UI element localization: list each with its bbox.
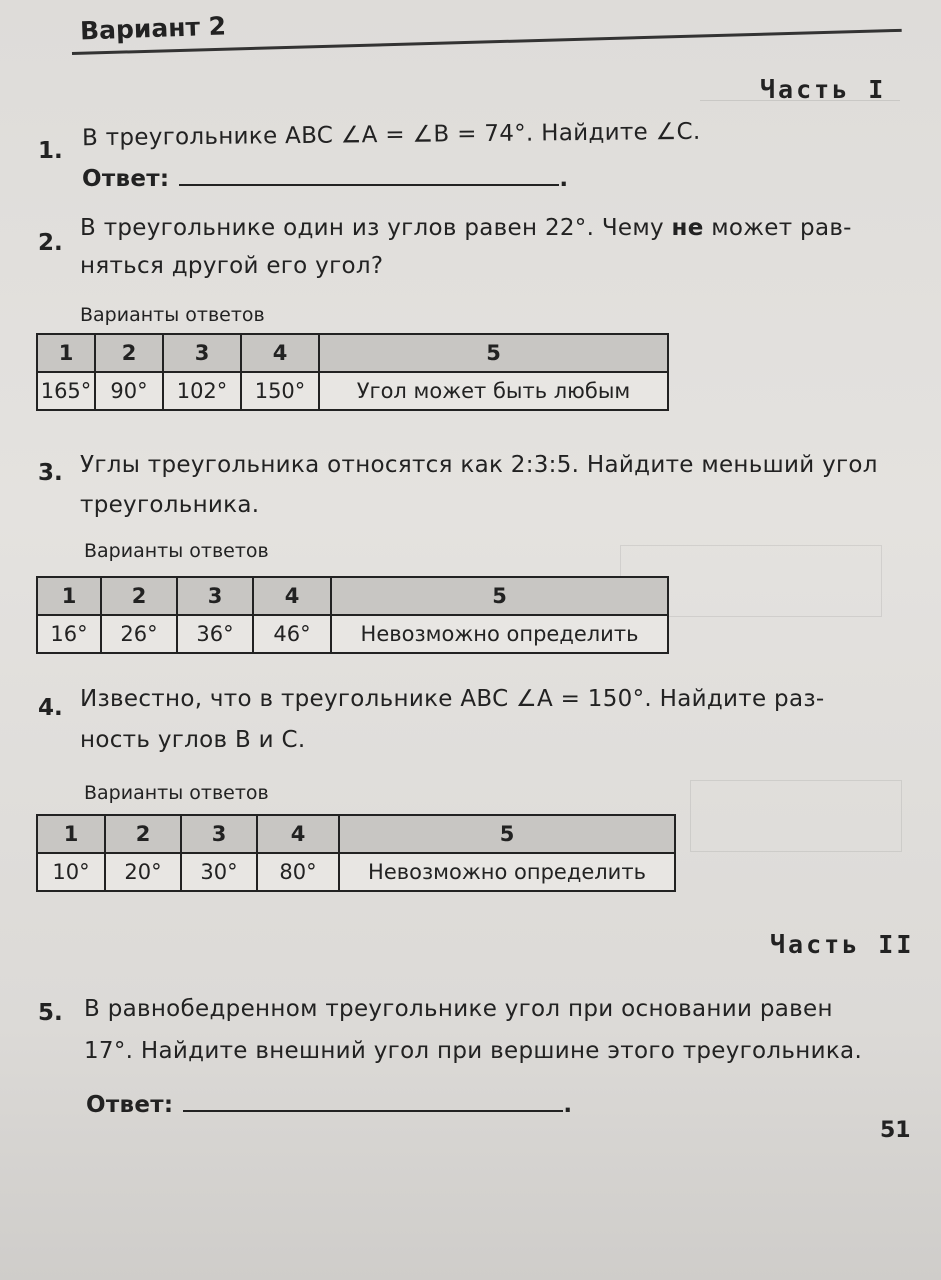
q3-options-table [36, 576, 669, 654]
q4-options-header-row [37, 815, 675, 853]
q3-options-header-row [37, 577, 668, 615]
q4-options-value-row [37, 853, 675, 891]
q2-option-4[interactable]: 150° [241, 372, 319, 410]
q3-option-header-3: 3 [177, 577, 253, 615]
bleed-through-shadow [700, 100, 900, 161]
q5-answer-blank[interactable] [183, 1092, 563, 1112]
q4-option-header-4: 4 [257, 815, 339, 853]
q2-option-3[interactable]: 102° [163, 372, 241, 410]
q2-number: 2. [38, 230, 63, 256]
q1-answer-blank[interactable] [179, 166, 559, 186]
q4-option-header-2: 2 [105, 815, 181, 853]
q2-option-5[interactable]: Угол может быть любым [319, 372, 668, 410]
q2-option-header-2: 2 [95, 334, 163, 372]
q3-text-line2: треугольника. [80, 492, 260, 518]
q4-options-table [36, 814, 676, 892]
q3-option-4[interactable]: 46° [253, 615, 331, 653]
q4-option-header-1: 1 [37, 815, 105, 853]
q5-text-line1: В равнобедренном треугольнике угол при основании равен [84, 996, 833, 1022]
q2-option-header-5: 5 [319, 334, 668, 372]
q2-options-label: Варианты ответов [80, 304, 265, 326]
q2-options-value-row [37, 372, 668, 410]
q3-option-header-1: 1 [37, 577, 101, 615]
q5-number: 5. [38, 1000, 63, 1026]
q2-option-header-3: 3 [163, 334, 241, 372]
q2-option-header-4: 4 [241, 334, 319, 372]
q1-answer-label: Ответ: [82, 166, 170, 192]
q3-option-header-2: 2 [101, 577, 177, 615]
q2-option-2[interactable]: 90° [95, 372, 163, 410]
q2-text-part-a: В треугольнике один из углов равен 22°. Чему [80, 215, 672, 241]
q4-text-line1: Известно, что в треугольнике ABC ∠A = 150°. Найдите раз- [80, 686, 825, 712]
q3-options-label: Варианты ответов [84, 540, 269, 562]
part-1-heading: Часть I [760, 75, 887, 104]
q5-text-line2: 17°. Найдите внешний угол при вершине этого треугольника. [84, 1038, 863, 1064]
q5-answer-label: Ответ: [86, 1092, 174, 1118]
q4-option-3[interactable]: 30° [181, 853, 257, 891]
q3-option-header-4: 4 [253, 577, 331, 615]
q2-options-header-row [37, 334, 668, 372]
q4-number: 4. [38, 695, 63, 721]
part-2-heading: Часть II [770, 930, 915, 959]
variant-title: Вариант 2 [79, 11, 227, 46]
q4-option-header-5: 5 [339, 815, 675, 853]
q4-option-header-3: 3 [181, 815, 257, 853]
q3-text-line1: Углы треугольника относятся как 2:3:5. Найдите меньший угол [80, 452, 878, 478]
q2-option-header-1: 1 [37, 334, 95, 372]
q3-option-3[interactable]: 36° [177, 615, 253, 653]
q3-option-header-5: 5 [331, 577, 668, 615]
q4-option-2[interactable]: 20° [105, 853, 181, 891]
q4-options-label: Варианты ответов [84, 782, 269, 804]
q4-option-4[interactable]: 80° [257, 853, 339, 891]
q4-option-5[interactable]: Невозможно определить [339, 853, 675, 891]
q1-answer-row: Ответ: . [82, 166, 569, 192]
q1-number: 1. [38, 138, 63, 164]
page-number: 51 [880, 1118, 911, 1143]
q3-option-2[interactable]: 26° [101, 615, 177, 653]
q3-option-5[interactable]: Невозможно определить [331, 615, 668, 653]
q2-text-line1 [80, 215, 852, 241]
q3-option-1[interactable]: 16° [37, 615, 101, 653]
q3-number: 3. [38, 460, 63, 486]
q5-answer-row: Ответ: . [86, 1092, 573, 1118]
q2-text-line2: няться другой его угол? [80, 253, 384, 279]
q2-text-emphasis: не [671, 215, 704, 241]
q2-options-table [36, 333, 669, 411]
bleed-through-table-shadow-2 [690, 780, 902, 852]
q2-text-part-c: может рав- [703, 215, 852, 241]
q2-option-1[interactable]: 165° [37, 372, 95, 410]
q3-options-value-row [37, 615, 668, 653]
q4-text-line2: ность углов B и C. [80, 727, 306, 753]
q4-option-1[interactable]: 10° [37, 853, 105, 891]
q1-text: В треугольнике ABC ∠A = ∠B = 74°. Найдите ∠C. [81, 118, 701, 152]
